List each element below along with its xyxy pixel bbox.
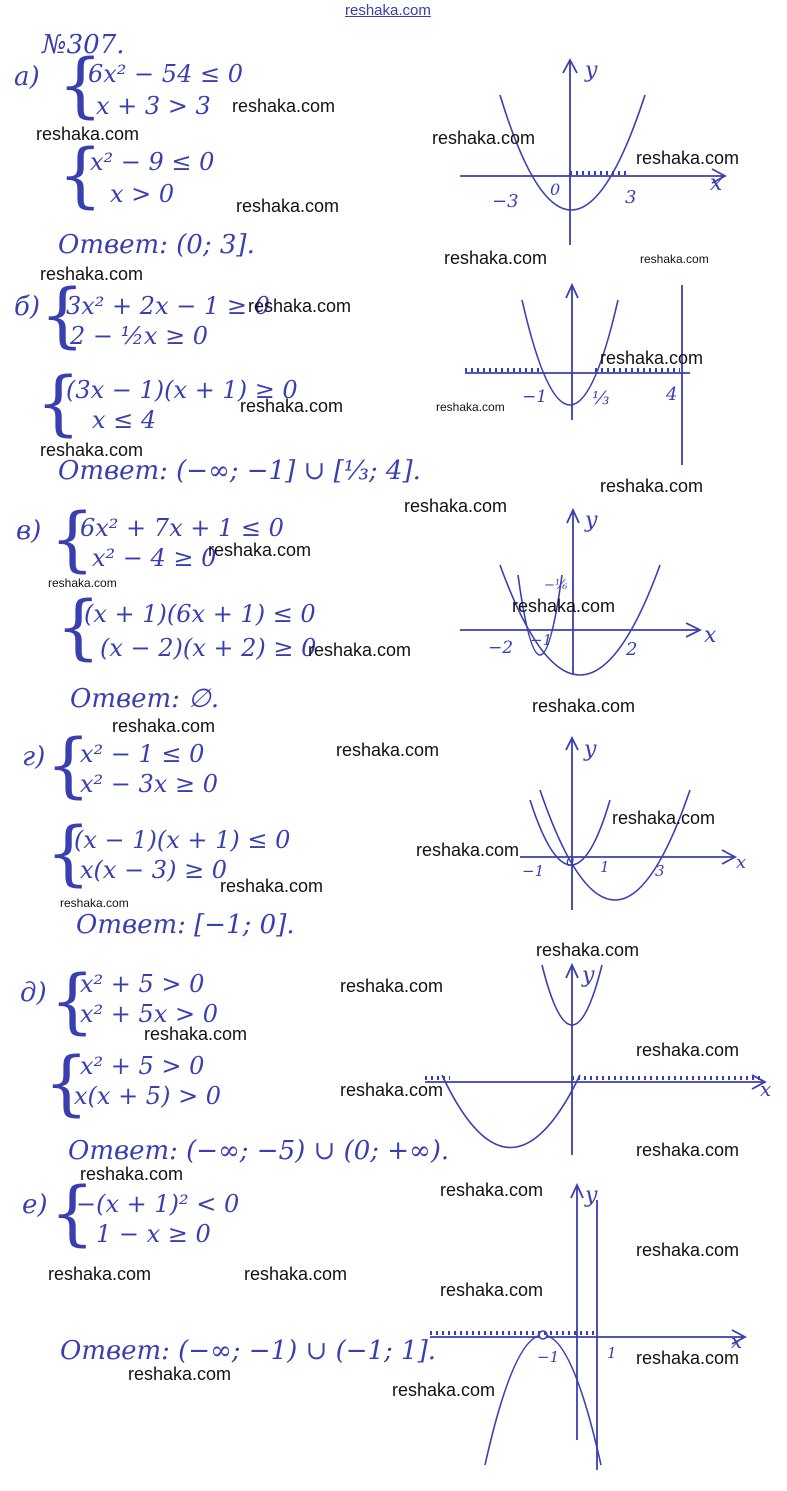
watermark: reshaka.com — [512, 596, 616, 616]
part-d-sys1-line2: x² − 3x ≥ 0 — [80, 770, 218, 798]
part-a-sys1-line1: 6x² − 54 ≤ 0 — [88, 60, 243, 88]
parabola-lower — [442, 1075, 580, 1148]
axis-label-x: x — [731, 1329, 743, 1353]
watermark: reshaka.com — [220, 876, 324, 896]
part-d-sys2-line1: (x − 1)(x + 1) ≤ 0 — [74, 826, 291, 854]
part-b-sys2-line2: x ≤ 4 — [92, 406, 157, 434]
axis-label-y: y — [584, 737, 597, 762]
tick-1: 1 — [600, 858, 610, 876]
part-d-answer: Ответ: [−1; 0]. — [76, 910, 295, 940]
part-e-sys2-line2: x(x + 5) > 0 — [74, 1082, 222, 1110]
part-b-sys1-line1: 3x² + 2x − 1 ≥ 0 — [66, 292, 270, 320]
axis-label-x: x — [736, 852, 747, 873]
axis-label-y: y — [585, 508, 598, 533]
watermark: reshaka.com — [248, 296, 352, 316]
watermark: reshaka.com — [308, 640, 412, 660]
tick-minus1: −1 — [537, 1348, 560, 1366]
watermark: reshaka.com — [404, 496, 508, 516]
part-f-brace-1: { — [50, 1172, 95, 1254]
watermark: reshaka.com — [600, 476, 704, 496]
watermark: reshaka.com — [600, 348, 704, 368]
part-c-answer: Ответ: ∅. — [70, 684, 220, 714]
tick-0: 0 — [550, 180, 561, 199]
part-b-brace-2: { — [36, 362, 81, 444]
tick-minus-one-sixth: −⅙ — [544, 578, 568, 593]
watermark: reshaka.com — [444, 248, 548, 268]
watermark: reshaka.com — [40, 440, 144, 460]
tick-minus1: −1 — [530, 631, 553, 649]
part-c-sys1-line2: x² − 4 ≥ 0 — [92, 544, 217, 572]
watermark: reshaka.com — [436, 400, 505, 414]
part-f-graph — [425, 1180, 755, 1480]
part-f-sys1-line2: 1 − x ≥ 0 — [96, 1220, 211, 1248]
part-e-sys1-line2: x² + 5x > 0 — [80, 1000, 218, 1028]
part-c-brace-2: { — [56, 586, 101, 668]
watermark: reshaka.com — [340, 976, 444, 996]
part-e-label: д) — [20, 978, 47, 1008]
tick-minus3: −3 — [492, 191, 519, 212]
part-a-label: а) — [14, 62, 40, 92]
watermark: reshaka.com — [392, 1380, 496, 1400]
watermark: reshaka.com — [232, 96, 336, 116]
part-c-label: в) — [16, 516, 42, 546]
part-d-brace-2: { — [46, 812, 91, 894]
site-header-link[interactable]: reshaka.com — [345, 2, 431, 19]
watermark: reshaka.com — [48, 576, 117, 590]
watermark: reshaka.com — [532, 696, 636, 716]
tick-0: 0 — [566, 855, 575, 870]
watermark: reshaka.com — [48, 1264, 152, 1284]
part-f-label: е) — [22, 1190, 48, 1220]
watermark: reshaka.com — [536, 940, 640, 960]
part-b-label: б) — [14, 292, 41, 322]
part-f-answer: Ответ: (−∞; −1) ∪ (−1; 1]. — [60, 1336, 437, 1366]
part-b-brace-1: { — [40, 274, 85, 356]
axis-label-y: y — [585, 1183, 598, 1208]
watermark: reshaka.com — [432, 128, 536, 148]
tick-minus1: −1 — [522, 387, 548, 407]
watermark: reshaka.com — [36, 124, 140, 144]
part-c-brace-1: { — [50, 498, 95, 580]
watermark: reshaka.com — [416, 840, 520, 860]
watermark: reshaka.com — [80, 1164, 184, 1184]
watermark: reshaka.com — [636, 1140, 740, 1160]
watermark: reshaka.com — [244, 1264, 348, 1284]
part-f-sys1-line1: −(x + 1)² < 0 — [76, 1190, 240, 1218]
part-a-sys2-line2: x > 0 — [110, 180, 175, 208]
part-b-sys2-line1: (3x − 1)(x + 1) ≥ 0 — [66, 376, 298, 404]
part-a-sys2-line1: x² − 9 ≤ 0 — [90, 148, 215, 176]
part-d-brace-1: { — [46, 724, 91, 806]
watermark: reshaka.com — [640, 252, 709, 266]
watermark: reshaka.com — [236, 196, 340, 216]
watermark: reshaka.com — [144, 1024, 248, 1044]
watermark: reshaka.com — [636, 1240, 740, 1260]
watermark: reshaka.com — [440, 1180, 544, 1200]
watermark: reshaka.com — [440, 1280, 544, 1300]
tick-1: 1 — [607, 1344, 617, 1362]
part-b-sys1-line2: 2 − ½x ≥ 0 — [70, 322, 209, 350]
axis-label-x: x — [760, 1077, 772, 1101]
axis-label-x: x — [704, 623, 717, 648]
tick-minus2: −2 — [488, 638, 514, 658]
watermark: reshaka.com — [128, 1364, 232, 1384]
axis-label-x: x — [710, 171, 723, 196]
axis-label-y: y — [585, 58, 598, 83]
part-d-label: г) — [22, 742, 46, 772]
part-c-sys1-line1: 6x² + 7x + 1 ≤ 0 — [80, 514, 284, 542]
part-d-sys1-line1: x² − 1 ≤ 0 — [80, 740, 205, 768]
watermark: reshaka.com — [112, 716, 216, 736]
parabola — [500, 95, 645, 210]
part-a-brace-2: { — [58, 134, 103, 216]
watermark: reshaka.com — [208, 540, 312, 560]
problem-number: №307. — [42, 30, 125, 60]
tick-2: 2 — [626, 639, 638, 660]
watermark: reshaka.com — [636, 1348, 740, 1368]
part-a-sys1-line2: x + 3 > 3 — [96, 92, 211, 120]
watermark: reshaka.com — [40, 264, 144, 284]
part-e-answer: Ответ: (−∞; −5) ∪ (0; +∞). — [68, 1136, 450, 1166]
part-c-sys2-line2: (x − 2)(x + 2) ≥ 0 — [100, 634, 317, 662]
part-b-graph — [460, 280, 700, 470]
watermark: reshaka.com — [636, 1040, 740, 1060]
watermark: reshaka.com — [636, 148, 740, 168]
part-e-sys1-line1: x² + 5 > 0 — [80, 970, 205, 998]
tick-one-third: ⅓ — [592, 388, 610, 409]
tick-minus1: −1 — [522, 862, 545, 880]
part-a-answer: Ответ: (0; 3]. — [58, 230, 255, 260]
part-e-brace-2: { — [44, 1042, 89, 1124]
watermark: reshaka.com — [60, 896, 129, 910]
axis-label-y: y — [582, 963, 595, 988]
part-e-brace-1: { — [50, 960, 95, 1042]
tick-3: 3 — [625, 187, 637, 208]
watermark: reshaka.com — [336, 740, 440, 760]
tick-3: 3 — [655, 862, 665, 880]
watermark: reshaka.com — [612, 808, 716, 828]
tick-4: 4 — [666, 384, 678, 405]
part-e-sys2-line1: x² + 5 > 0 — [80, 1052, 205, 1080]
part-d-sys2-line2: x(x − 3) ≥ 0 — [80, 856, 228, 884]
watermark: reshaka.com — [240, 396, 344, 416]
part-c-sys2-line1: (x + 1)(6x + 1) ≤ 0 — [84, 600, 316, 628]
part-b-answer: Ответ: (−∞; −1] ∪ [⅓; 4]. — [58, 456, 421, 486]
parabola-large — [540, 790, 690, 900]
watermark: reshaka.com — [340, 1080, 444, 1100]
part-a-brace-1: { — [58, 44, 103, 126]
